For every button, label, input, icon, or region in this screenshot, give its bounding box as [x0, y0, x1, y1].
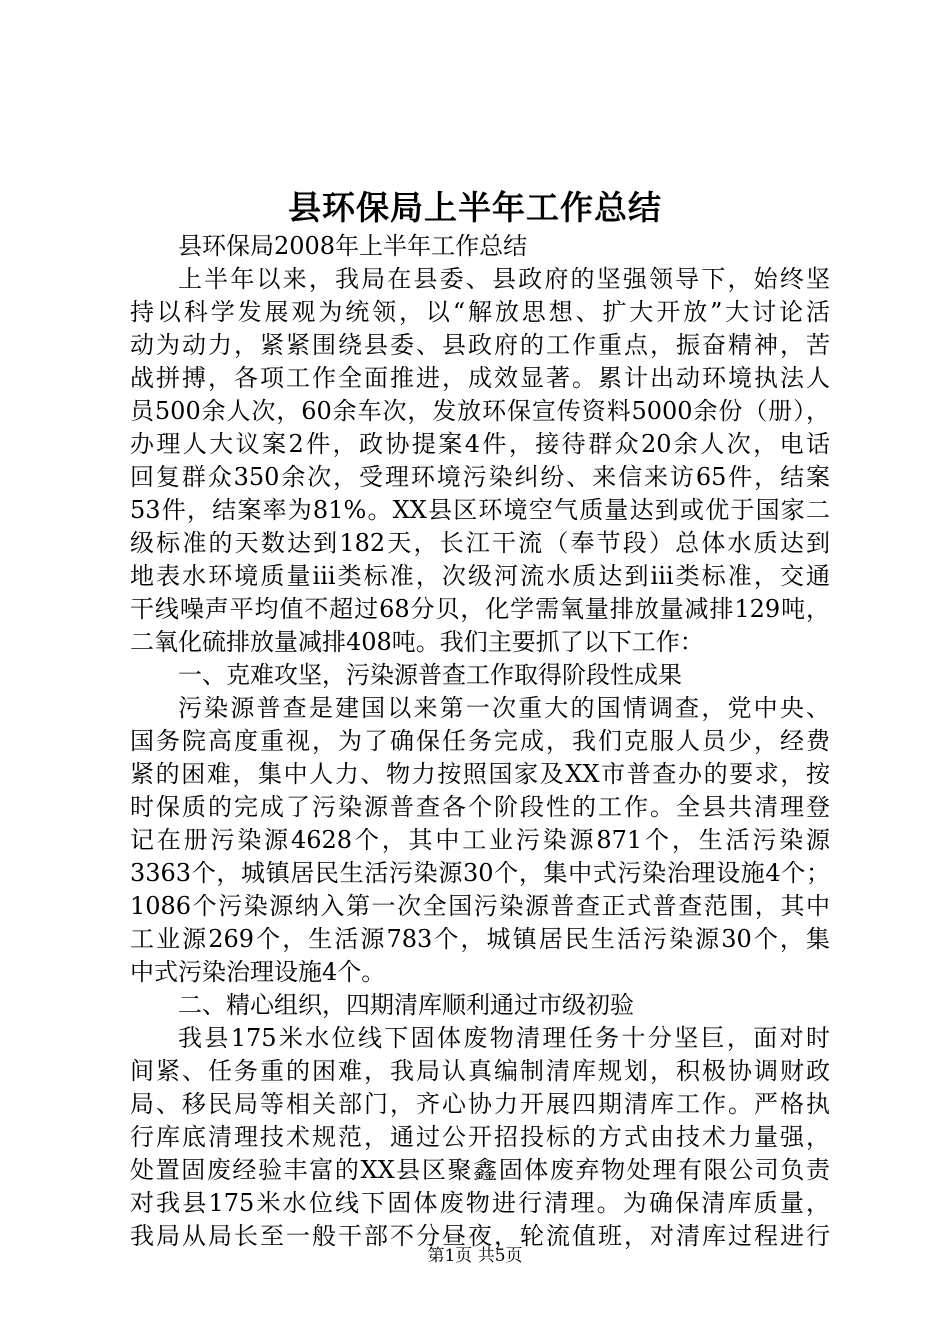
text-line: 持以科学发展观为统领，以“解放思想、扩大开放”大讨论活: [130, 298, 830, 326]
text-line: 3363个，城镇居民生活污染源30个，集中式污染治理设施4个；: [130, 859, 830, 887]
text-line: 53件，结案率为81%。XX县区环境空气质量达到或优于国家二: [130, 496, 830, 524]
text-line: 二氧化硫排放量减排408吨。我们主要抓了以下工作：: [130, 628, 704, 656]
text-line: 二、精心组织，四期清库顺利通过市级初验: [178, 991, 634, 1019]
text-line: 时保质的完成了污染源普查各个阶段性的工作。全县共清理登: [130, 793, 830, 821]
text-line: 级标准的天数达到182天，长江干流（奉节段）总体水质达到: [130, 529, 830, 557]
text-line: 员500余人次，60余车次，发放环保宣传资料5000余份（册），: [130, 397, 830, 425]
page-footer: 第1页 共5页: [427, 1246, 523, 1266]
text-line: 我局从局长至一般干部不分昼夜，轮流值班，对清库过程进行: [130, 1222, 830, 1250]
text-line: 污染源普查是建国以来第一次重大的国情调查，党中央、: [178, 694, 830, 722]
text-line: 工业源269个，生活源783个，城镇居民生活污染源30个，集: [130, 925, 830, 953]
text-line: 回复群众350余次，受理环境污染纠纷、来信来访65件，结案: [130, 463, 830, 491]
text-line: 办理人大议案2件，政协提案4件，接待群众20余人次，电话: [130, 430, 830, 458]
text-line: 对我县175米水位线下固体废物进行清理。为确保清库质量，: [130, 1189, 830, 1217]
text-line: 县环保局2008年上半年工作总结: [178, 232, 528, 260]
text-line: 局、移民局等相关部门，齐心协力开展四期清库工作。严格执: [130, 1090, 830, 1118]
document-body: [130, 230, 830, 1253]
text-line: 间紧、任务重的困难，我局认真编制清库规划，积极协调财政: [130, 1057, 830, 1085]
document-title: 县环保局上半年工作总结: [288, 188, 662, 227]
text-line: 干线噪声平均值不超过68分贝，化学需氧量排放量减排129吨，: [130, 595, 830, 623]
text-line: 动为动力，紧紧围绕县委、县政府的工作重点，振奋精神，苦: [130, 331, 830, 359]
text-line: 国务院高度重视，为了确保任务完成，我们克服人员少，经费: [130, 727, 830, 755]
text-line: 记在册污染源4628个，其中工业污染源871个，生活污染源: [130, 826, 830, 854]
text-line: 处置固废经验丰富的XX县区聚鑫固体废弃物处理有限公司负责: [130, 1156, 830, 1184]
text-line: 地表水环境质量iii类标准，次级河流水质达到iii类标准，交通: [130, 562, 830, 590]
text-line: 一、克难攻坚，污染源普查工作取得阶段性成果: [178, 661, 682, 689]
text-line: 战拼搏，各项工作全面推进，成效显著。累计出动环境执法人: [130, 364, 830, 392]
text-line: 我县175米水位线下固体废物清理任务十分坚巨，面对时: [178, 1024, 830, 1052]
text-line: 行库底清理技术规范，通过公开招投标的方式由技术力量强，: [130, 1123, 830, 1151]
text-line: 中式污染治理设施4个。: [130, 958, 386, 986]
text-line: 1086个污染源纳入第一次全国污染源普查正式普查范围，其中: [130, 892, 830, 920]
text-line: 紧的困难，集中人力、物力按照国家及XX市普查办的要求，按: [130, 760, 830, 788]
text-line: 上半年以来，我局在县委、县政府的坚强领导下，始终坚: [178, 265, 830, 293]
